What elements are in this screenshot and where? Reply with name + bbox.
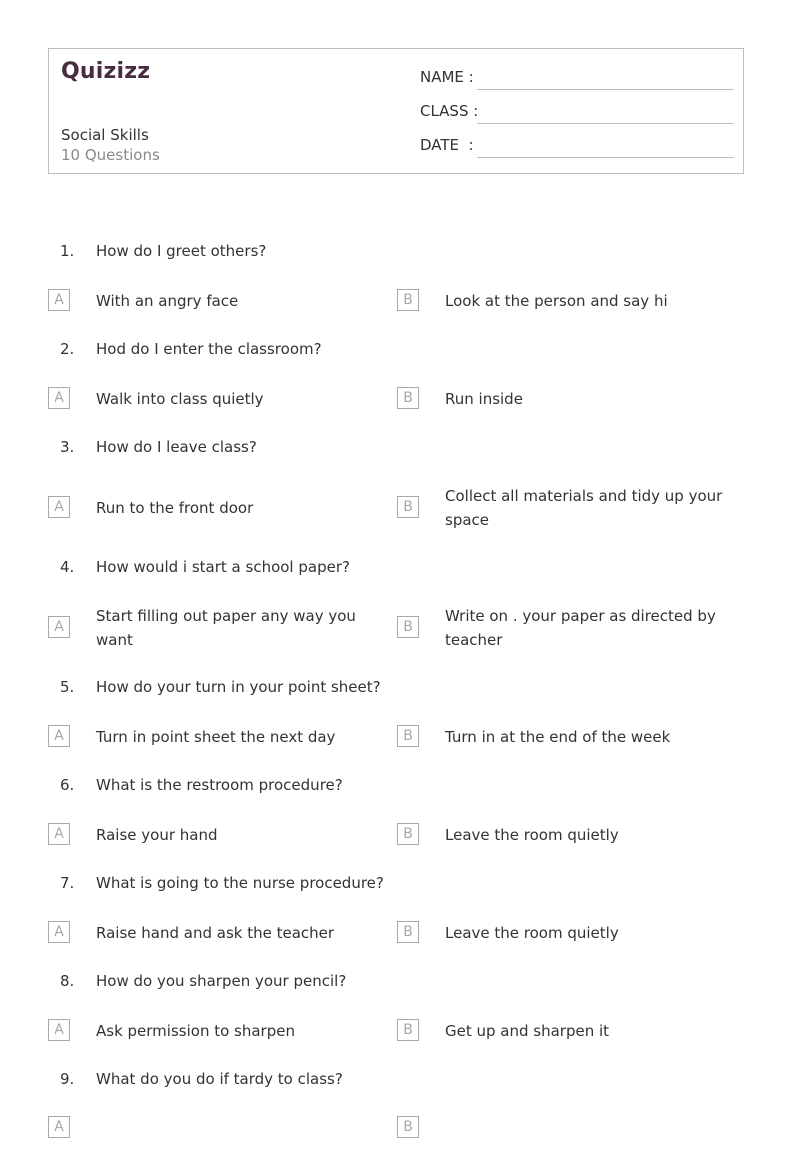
option-b-text: Collect all materials and tidy up your space	[445, 487, 723, 529]
option-a-text: Start filling out paper any way you want	[96, 607, 356, 649]
option-a-box[interactable]: A	[48, 921, 70, 943]
option-a-box[interactable]: A	[48, 725, 70, 747]
option-a-box[interactable]: A	[48, 496, 70, 518]
option-b-box[interactable]: B	[397, 1116, 419, 1138]
class-line[interactable]	[477, 123, 734, 124]
question-text: What is the restroom procedure?	[96, 776, 343, 794]
date-field[interactable]	[420, 136, 734, 158]
question-number: 4.	[60, 558, 75, 576]
option-a-box[interactable]: A	[48, 823, 70, 845]
option-b-text: Run inside	[445, 390, 523, 408]
option-a-text: Walk into class quietly	[96, 390, 264, 408]
option-b-text: Leave the room quietly	[445, 924, 619, 942]
option-a-box[interactable]: A	[48, 1019, 70, 1041]
option-b-text	[445, 1104, 735, 1152]
name-field[interactable]	[420, 68, 734, 90]
question-number: 8.	[60, 972, 75, 990]
option-a-box[interactable]: A	[48, 289, 70, 311]
option-b-text: Look at the person and say hi	[445, 292, 668, 310]
option-b-box[interactable]: B	[397, 921, 419, 943]
option-b-box[interactable]: B	[397, 823, 419, 845]
date-line[interactable]	[477, 157, 734, 158]
question-text: What is going to the nurse procedure?	[96, 874, 384, 892]
question-text: How do your turn in your point sheet?	[96, 678, 381, 696]
option-a-box[interactable]: A	[48, 1116, 70, 1138]
class-label: CLASS :	[420, 102, 479, 120]
question-count: 10 Questions	[61, 146, 160, 164]
option-a-box[interactable]: A	[48, 616, 70, 638]
option-a-text: Turn in point sheet the next day	[96, 728, 336, 746]
option-b-text: Get up and sharpen it	[445, 1022, 610, 1040]
question-number: 1.	[60, 242, 75, 260]
option-b-text: Turn in at the end of the week	[445, 728, 671, 746]
worksheet-header	[48, 48, 744, 174]
date-label: DATE :	[420, 136, 474, 154]
question-text: How do I greet others?	[96, 242, 267, 260]
name-label: NAME :	[420, 68, 474, 86]
option-b-box[interactable]: B	[397, 725, 419, 747]
question-text: How would i start a school paper?	[96, 558, 350, 576]
option-a-text	[96, 1104, 392, 1152]
question-text: How do you sharpen your pencil?	[96, 972, 347, 990]
worksheet-title: Social Skills	[61, 126, 149, 144]
option-a-text: Raise hand and ask the teacher	[96, 924, 335, 942]
question-number: 5.	[60, 678, 75, 696]
question-number: 7.	[60, 874, 75, 892]
question-number: 2.	[60, 340, 75, 358]
question-number: 6.	[60, 776, 75, 794]
option-b-text: Write on . your paper as directed by teacher	[445, 607, 716, 649]
option-b-box[interactable]: B	[397, 387, 419, 409]
class-field[interactable]	[420, 102, 734, 124]
question-number: 9.	[60, 1070, 75, 1088]
option-b-box[interactable]: B	[397, 289, 419, 311]
option-b-text: Leave the room quietly	[445, 826, 619, 844]
question-text: How do I leave class?	[96, 438, 257, 456]
question-text: Hod do I enter the classroom?	[96, 340, 322, 358]
question-text: What do you do if tardy to class?	[96, 1070, 343, 1088]
option-a-box[interactable]: A	[48, 387, 70, 409]
option-b-box[interactable]: B	[397, 1019, 419, 1041]
option-a-text: With an angry face	[96, 292, 239, 310]
option-b-box[interactable]: B	[397, 616, 419, 638]
name-line[interactable]	[477, 89, 734, 90]
option-b-box[interactable]: B	[397, 496, 419, 518]
quizizz-logo: Quizizz	[61, 59, 151, 84]
option-a-text: Run to the front door	[96, 499, 254, 517]
question-number: 3.	[60, 438, 75, 456]
option-a-text: Ask permission to sharpen	[96, 1022, 295, 1040]
option-a-text: Raise your hand	[96, 826, 218, 844]
